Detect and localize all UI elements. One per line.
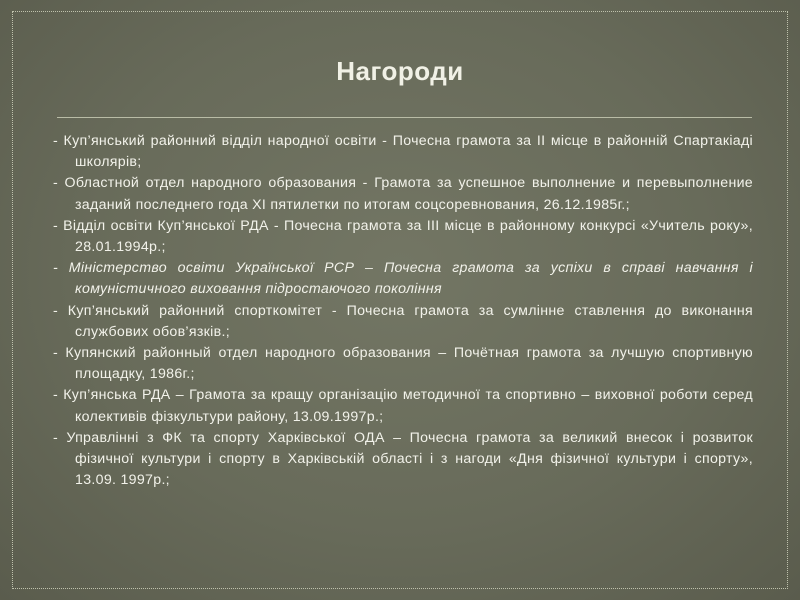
award-item: - Областной отдел народного образования - Грамота за успешное выполнение и перевыполнение заданий последнего года ХІ пятилетки по итогам соцсоревнования, 26.12.1985г.; [53,175,753,213]
award-item: - Купянский районный отдел народного образования – Почётная грамота за лучшую спортивную площадку, 1986г.; [53,345,753,383]
slide-title: Нагороди [336,56,464,86]
award-item: - Куп’янський районний відділ народної освіти - Почесна грамота за ІІ місце в районній Спартакіаді школярів; [53,133,753,171]
title-divider [57,117,752,118]
award-item: - Куп’янська РДА – Грамота за кращу організацію методичної та спортивно – виховної роботи серед колективів фізкультури району, 13.09.1997р.; [53,387,753,425]
award-item: - Управлінні з ФК та спорту Харківської ОДА – Почесна грамота за великий внесок і розвиток фізичної культури і спорту в Харківській області і з нагоди «Дня фізичної культури і спорту», 13.09. 1997р.; [53,429,753,489]
award-item: - Куп’янський районний спорткомітет - Почесна грамота за сумлінне ставлення до виконання службових обов’язків.; [53,302,753,340]
awards-list [53,131,753,491]
award-item-italic: - Міністерство освіти Української РСР – Почесна грамота за успіхи в справі навчання і комуністичного виховання підростаючого покоління [53,260,753,298]
award-item: - Відділ освіти Куп’янської РДА - Почесна грамота за ІІІ місце в районному конкурсі «Учитель року», 28.01.1994р.; [53,217,753,256]
